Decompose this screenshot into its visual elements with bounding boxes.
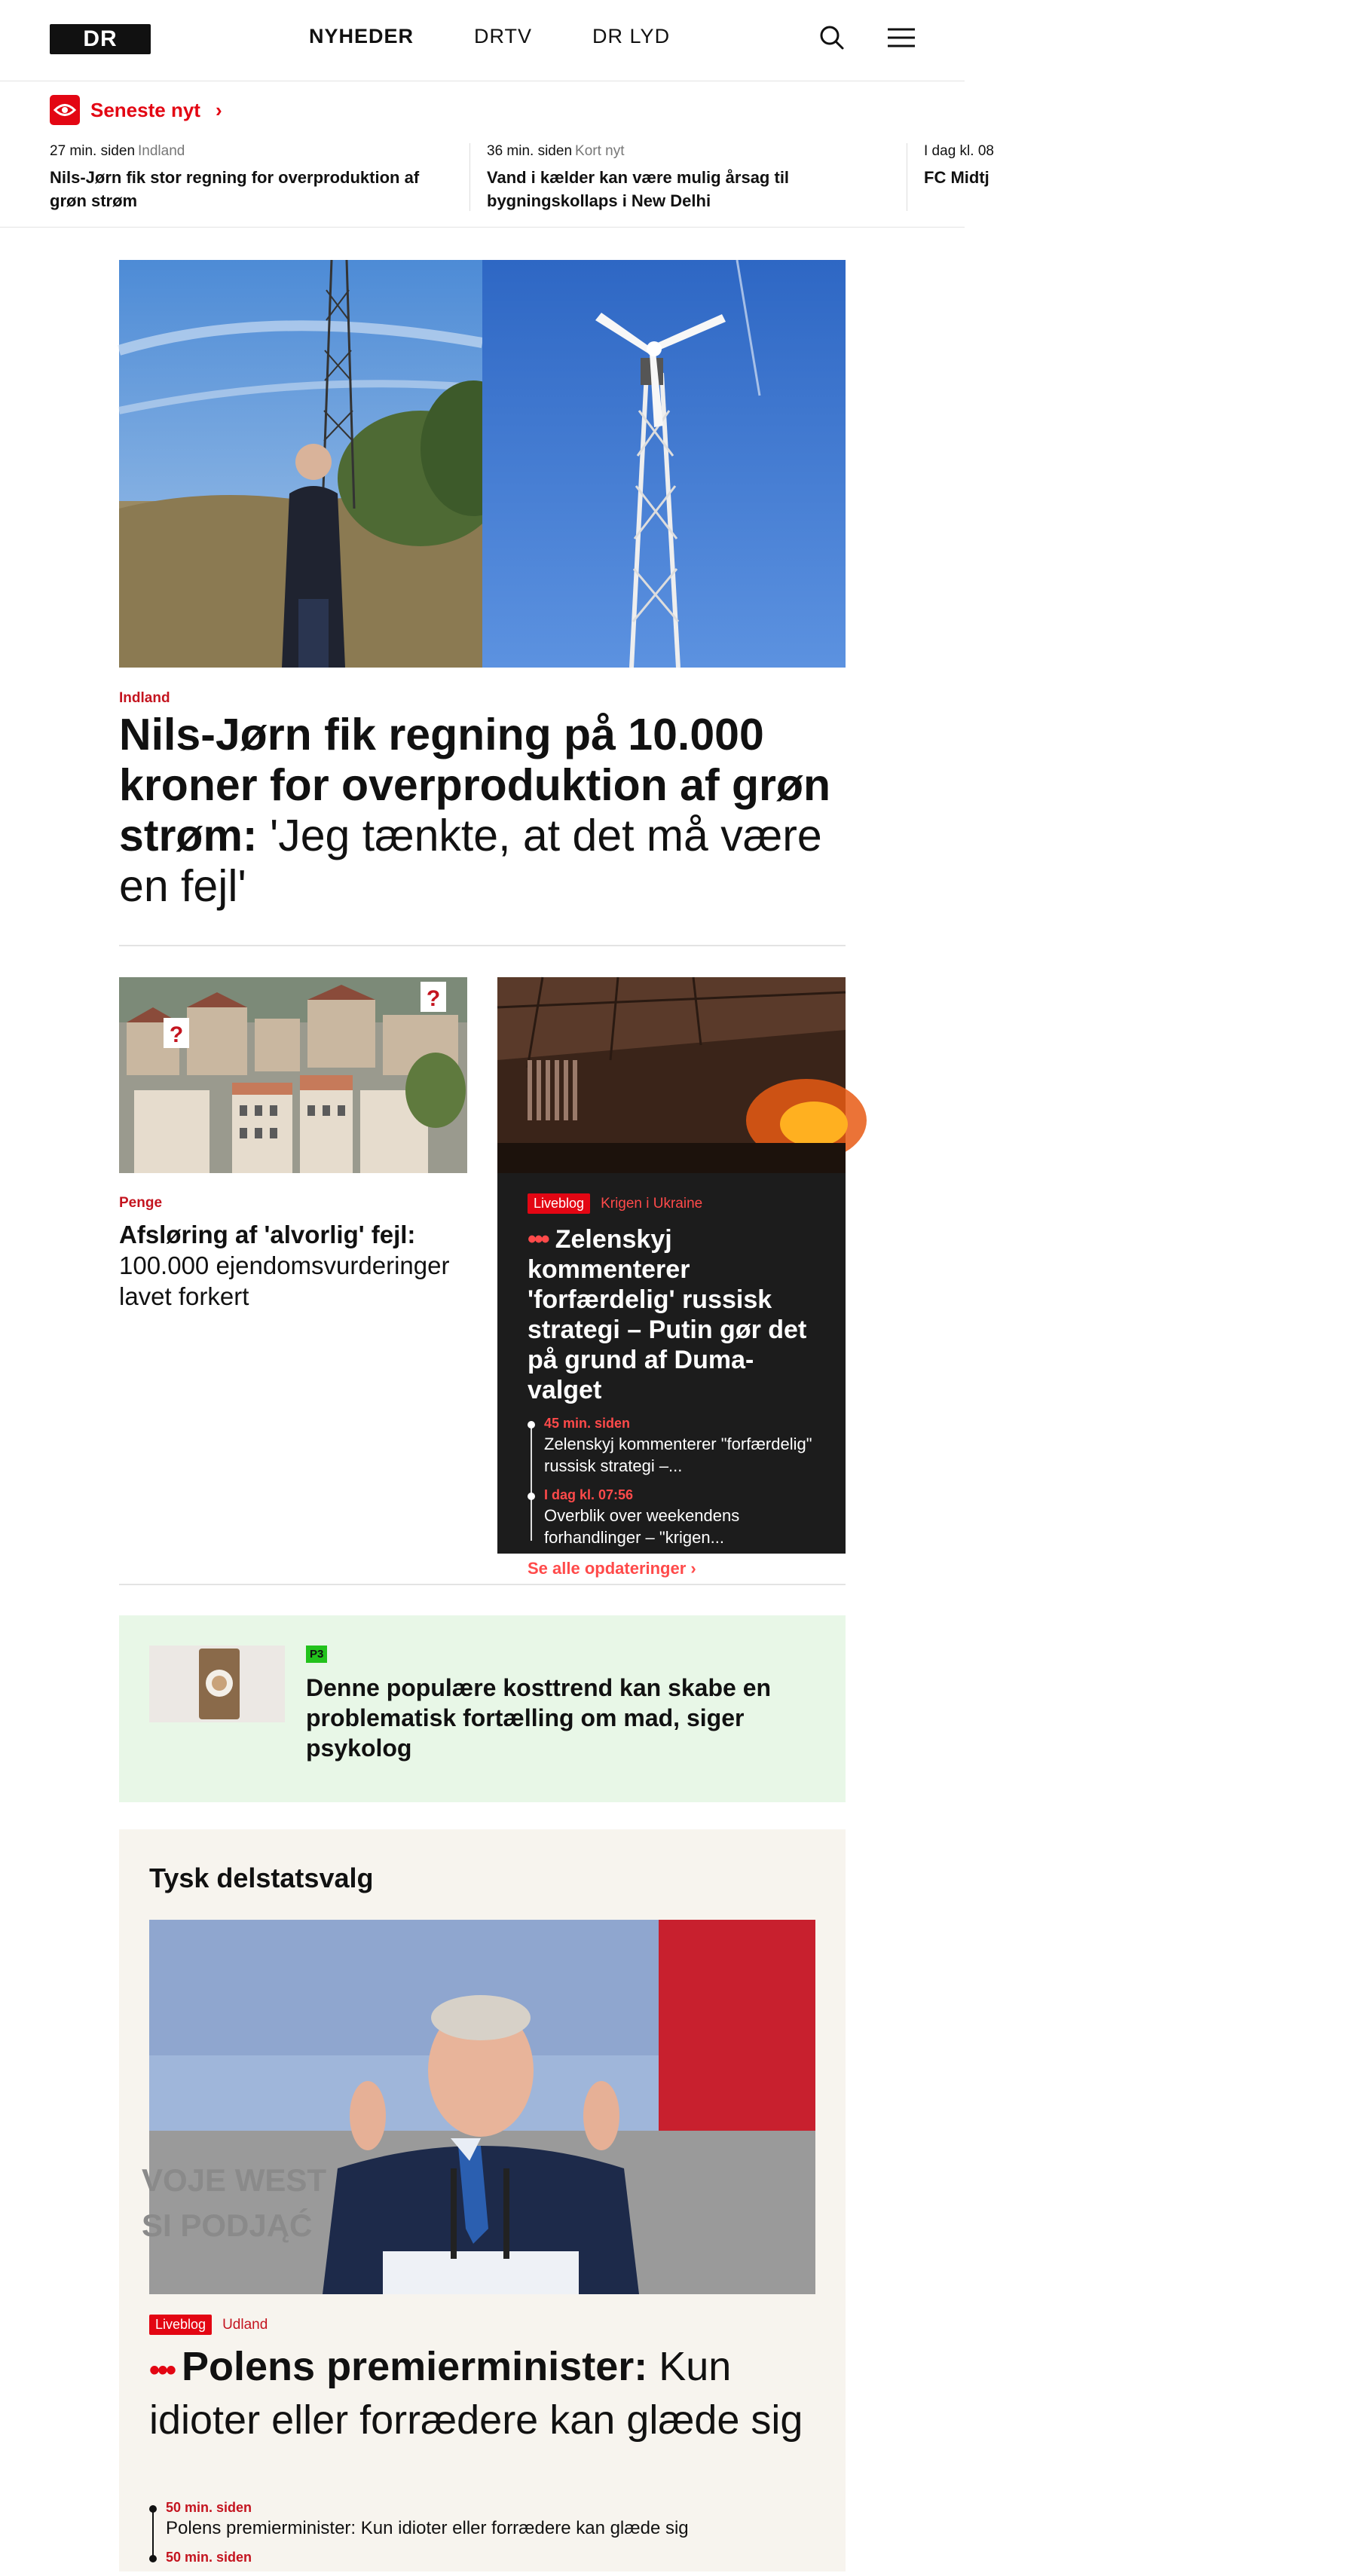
- news-time: 36 min. siden: [487, 143, 573, 159]
- penge-category[interactable]: Penge: [119, 1195, 163, 1211]
- chevron-right-icon: ›: [690, 1559, 696, 1578]
- top-navigation-bar: [0, 0, 965, 81]
- live-dots-icon: •••: [149, 2354, 175, 2387]
- hero-headline-bold: Nils-Jørn fik regning på 10.000 kroner for overproduktion af grøn strøm:: [119, 710, 831, 860]
- divider: [119, 945, 846, 946]
- news-category: Kort nyt: [575, 143, 625, 159]
- latest-news-strip: [0, 81, 994, 228]
- news-title: Vand i kælder kan være mulig årsag til bygningskollaps i New Delhi: [487, 168, 790, 210]
- liveblog-update[interactable]: [544, 1487, 815, 1548]
- p3-thumbnail: [149, 1646, 285, 1722]
- latest-news-title: Seneste nyt: [90, 98, 200, 121]
- liveblog-card-ukraine[interactable]: [497, 977, 846, 1578]
- svg-text:?: ?: [426, 986, 441, 1011]
- liveblog-badge: Liveblog: [528, 1193, 590, 1214]
- penge-headline-bold: Afsløring af 'alvorlig' fejl:: [119, 1221, 416, 1248]
- hero-headline-rest: 'Jeg tænkte, at det må være en fejl': [119, 811, 822, 911]
- update-text: Polens premierminister: Kun idioter eller forrædere kan glæde sig: [166, 2518, 689, 2538]
- section-category[interactable]: Udland: [222, 2316, 268, 2333]
- section-headline[interactable]: [149, 2342, 815, 2445]
- nav-dr-lyd[interactable]: DR LYD: [592, 25, 671, 47]
- liveblog-category[interactable]: Krigen i Ukraine: [601, 1195, 703, 1212]
- news-title: Nils-Jørn fik stor regning for overproduktion af grøn strøm: [50, 168, 420, 210]
- penge-headline[interactable]: [119, 1219, 467, 1312]
- p3-badge: P3: [306, 1646, 327, 1663]
- liveblog-image: [497, 977, 846, 1173]
- chevron-right-icon: ›: [215, 98, 222, 121]
- eye-icon: [50, 95, 80, 125]
- section-headline-rest: Kun idioter eller forrædere kan glæde sig: [149, 2344, 803, 2443]
- nav-drtv[interactable]: DRTV: [474, 25, 533, 47]
- liveblog-update[interactable]: [544, 1416, 815, 1477]
- liveblog-timeline: [149, 2500, 815, 2565]
- latest-news-header[interactable]: [50, 95, 222, 125]
- live-dots-icon: •••: [528, 1225, 548, 1254]
- svg-text:?: ?: [169, 1022, 184, 1047]
- hero-headline[interactable]: [119, 710, 846, 912]
- nav-nyheder[interactable]: NYHEDER: [309, 25, 414, 47]
- penge-image[interactable]: [119, 977, 467, 1173]
- update-time: I dag kl. 07:56: [544, 1487, 634, 1502]
- hamburger-menu-icon[interactable]: [886, 23, 916, 53]
- liveblog-headline: [528, 1224, 815, 1405]
- search-icon[interactable]: [817, 23, 847, 53]
- section-tags: [149, 2315, 268, 2335]
- p3-teaser[interactable]: [119, 1615, 846, 1802]
- update-time: 45 min. siden: [544, 1416, 631, 1431]
- section-title[interactable]: Tysk delstatsvalg: [149, 1862, 374, 1893]
- see-all-updates-link[interactable]: [528, 1559, 815, 1578]
- section-headline-bold: Polens premierminister:: [182, 2344, 648, 2389]
- p3-headline: Denne populære kosttrend kan skabe en problematisk fortælling om mad, siger psykolog: [306, 1674, 772, 1762]
- svg-text:SI PODJĄĆ: SI PODJĄĆ: [142, 2208, 313, 2243]
- svg-text:VOJE WEST: VOJE WEST: [142, 2162, 327, 2198]
- update-text: Overblik over weekendens forhandlinger – "krigen...: [544, 1506, 740, 1547]
- liveblog-update[interactable]: [166, 2500, 815, 2539]
- latest-news-list: [50, 143, 1361, 211]
- penge-headline-rest: 100.000 ejendomsvurderinger lavet forkert: [119, 1251, 450, 1310]
- hero-image[interactable]: [119, 260, 846, 668]
- liveblog-update[interactable]: [166, 2550, 815, 2565]
- divider: [119, 1584, 846, 1585]
- hero-category[interactable]: Indland: [119, 690, 170, 706]
- news-time: 27 min. siden: [50, 143, 136, 159]
- latest-news-item[interactable]: [487, 143, 907, 211]
- news-title: FC Midtj: [924, 168, 989, 187]
- section-timeline: [149, 2500, 815, 2576]
- see-all-label: Se alle opdateringer: [528, 1559, 687, 1578]
- section-lead-image[interactable]: [142, 1920, 815, 2294]
- liveblog-timeline: [528, 1416, 815, 1548]
- liveblog-headline-text: Zelenskyj kommenterer 'forfærdelig' russisk strategi – Putin gør det på grund af Duma-valget: [528, 1225, 807, 1404]
- news-category: Indland: [138, 143, 185, 159]
- dr-logo[interactable]: DR: [50, 24, 151, 54]
- update-time: 50 min. siden: [166, 2500, 252, 2515]
- latest-news-item[interactable]: [50, 143, 470, 211]
- latest-news-item[interactable]: [924, 143, 1344, 211]
- news-time: I dag kl. 08: [924, 143, 994, 159]
- update-text: Zelenskyj kommenterer "forfærdelig" russisk strategi –...: [544, 1435, 812, 1475]
- main-nav: [309, 25, 670, 48]
- update-time: 50 min. siden: [166, 2550, 252, 2565]
- section-tysk-delstatsvalg: [119, 1829, 846, 2571]
- liveblog-badge: Liveblog: [149, 2315, 212, 2335]
